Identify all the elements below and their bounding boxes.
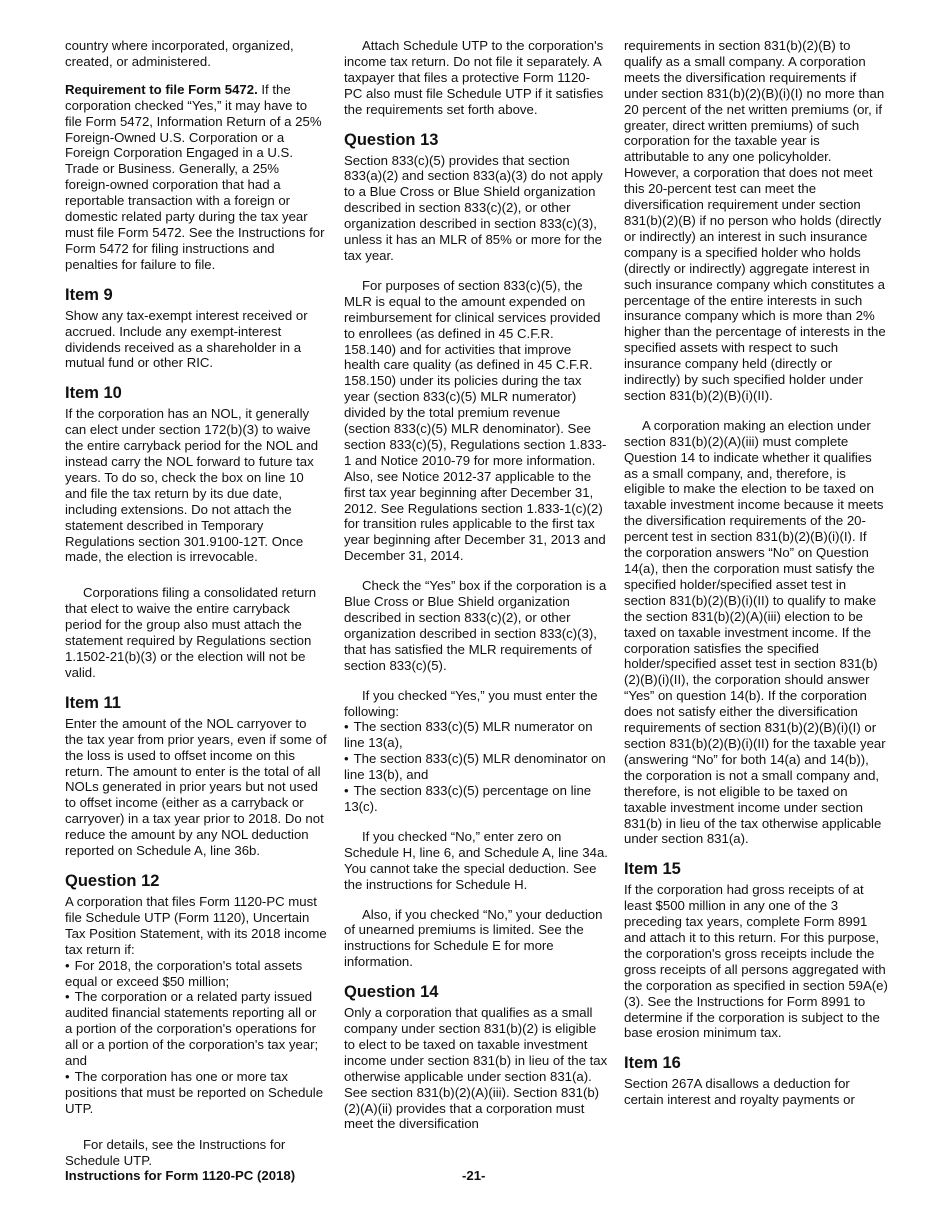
footer-form-title: Instructions for Form 1120-PC (2018) — [65, 1168, 296, 1183]
paragraph: Attach Schedule UTP to the corporation's income tax return. Do not file it separately. A taxpayer that files a protective Form 1120-PC also must file Schedule UTP if it satisfies the requirements set forth above. — [344, 38, 604, 117]
bullet-item: • For 2018, the corporation's total assets equal or exceed $50 million; — [65, 958, 327, 990]
paragraph — [65, 82, 327, 273]
paragraph: A corporation that files Form 1120-PC must file Schedule UTP (Form 1120), Uncertain Tax Position Statement, with its 2018 income tax return if: — [65, 893, 327, 957]
section-heading: Item 10 — [65, 384, 122, 403]
paragraph: If the corporation had gross receipts of at least $500 million in any one of the 3 preceding tax years, complete Form 8991 and attach it to this return. For this purpose, the corporation's gross receipts include the gross receipts of all persons aggregated with the corporation as specified in section 59A(e)(3). See the Instructions for Form 8991 to determine if the corporation is subject to the base erosion minimum tax. — [624, 882, 888, 1041]
paragraph: For purposes of section 833(c)(5), the MLR is equal to the amount expended on reimbursement for clinical services provided to enrollees (as defined in 45 C.F.R. 158.140) and for activities that improve health care quality (as defined in 45 C.F.R. 158.150) under its policies during the tax year (section 833(c)(5) MLR numerator) divided by the total premium revenue (section 833(c)(5) MLR denominator). See section 833(c)(5), Regulations section 1.833-1 and Notice 2010-79 for more information. Also, see Notice 2012-37 applicable to the first tax year beginning after December 31, 2012. See Regulations section 1.833-1(c)(2) for transition rules applicable to the first tax year beginning after December 31, 2013 and December 31, 2014. — [344, 277, 607, 564]
section-heading: Question 13 — [344, 130, 439, 149]
paragraph: A corporation making an election under section 831(b)(2)(A)(iii) must complete Question 14 to indicate whether it qualifies as a small company, and, therefore, is eligible to make the election to be taxed on taxable investment income because it meets the diversification requirements of the 20-percent test in section 831(b)(2)(B)(i)(I). If the corporation answers “No” on Question 14(a), then the corporation must satisfy the specified holder/specified asset test in section 831(b)(2)(B)(i)(II) to qualify to make the section 831(b)(2)(A)(iii) election to be taxed on taxable investment income. If the corporation satisfies the specified holder/specified asset test in section 831(b)(2)(B)(i)(II), the corporation should answer “Yes” on question 14(b). If the corporation does not satisfy either the diversification requirements of section 831(b)(2)(B)(i)(I) or section 831(b)(2)(B)(i)(II) for the taxable year (answering “No” for both 14(a) and 14(b)), the corporation is not a small company and, therefore, is not eligible to be taxed on taxable investment income under section 831(b) in lieu of the tax otherwise applicable under section 831(a). — [624, 417, 886, 847]
paragraph: country where incorporated, organized, created, or administered. — [65, 38, 294, 69]
page-number: -21- — [462, 1168, 486, 1183]
column-2 — [344, 38, 608, 1144]
section-heading: Item 11 — [65, 693, 121, 712]
bullet-item: • The section 833(c)(5) MLR denominator on line 13(b), and — [344, 751, 608, 783]
paragraph: requirements in section 831(b)(2)(B) to qualify as a small company. A corporation meets the diversification requirements if under section 831(b)(2)(B)(i)(I) no more than 20 percent of the net written premiums (or, if greater, direct written premiums) of such corporation for the taxable year is attributable to any one policyholder. However, a corporation that does not meet this 20-percent test can meet the diversification requirement under section 831(b)(2)(B) if no person who holds (directly or indirectly) an interest in such insurance company is a specified holder who holds (directly or indirectly) aggregate interest in such insurance company which constitutes a percentage of the entire interests in such insurance company which is more than 2% higher than the percentage of interests in the specified assets with respect to such insurance company held (directly or indirectly) by such specified holder under section 831(b)(2)(B)(i)(II). — [624, 38, 886, 403]
paragraph: Enter the amount of the NOL carryover to the tax year from prior years, even if some of the loss is used to offset income on this return. The amount to enter is the total of all NOLs generated in prior years but not used to offset income (either as a carryback or carryover) in a tax year prior to 2018. Do not reduce the amount by any NOL deduction reported on Schedule A, line 36b. — [65, 715, 327, 859]
paragraph: Also, if you checked “No,” your deduction of unearned premiums is limited. See the instructions for Schedule E for more information. — [344, 906, 603, 970]
paragraph-text: If the corporation checked “Yes,” it may have to file Form 5472, Information Return of a 25% Foreign-Owned U.S. Corporation or a Foreign Corporation Engaged in a U.S. Trade or Business. Generally, a 25% foreign-owned corporation that had a reportable transaction with a foreign or domestic related party during the tax year must file Form 5472. See the Instructions for Form 5472 for filing instructions and penalties for failure to file. — [65, 81, 325, 272]
section-heading: Item 9 — [65, 285, 113, 304]
paragraph: Corporations filing a consolidated return that elect to waive the entire carryback period for the group also must attach the statement required by Regulations section 1.1502-21(b)(3) or the election will not be valid. — [65, 585, 317, 680]
run-in-heading: Requirement to file Form 5472. — [65, 81, 258, 97]
paragraph: If the corporation has an NOL, it generally can elect under section 172(b)(3) to waive the entire carryback period for the NOL and instead carry the NOL forward to future tax years. To do so, check the box on line 10 and file the tax return by its due date, including extensions. Do not attach the statement described in Temporary Regulations section 301.9100-12T. Once made, the election is irrevocable. — [65, 406, 319, 565]
paragraph: If you checked “Yes,” you must enter the following: — [344, 687, 598, 719]
paragraph: Show any tax-exempt interest received or accrued. Include any exempt-interest dividends received as a shareholder in a mutual fund or other RIC. — [65, 307, 308, 371]
paragraph: Check the “Yes” box if the corporation is a Blue Cross or Blue Shield organization described in section 833(c)(2), or other organization described in section 833(c)(3), that has satisfied the MLR requirements of section 833(c)(5). — [344, 578, 607, 673]
bullet-item: • The corporation or a related party issued audited financial statements reporting all or a portion of the corporation's operations for all or a portion of the corporation's tax year; and — [65, 989, 327, 1069]
column-3 — [624, 38, 888, 1120]
section-heading: Question 12 — [65, 871, 160, 890]
paragraph: For details, see the Instructions for Schedule UTP. — [65, 1136, 286, 1168]
paragraph: Section 267A disallows a deduction for certain interest and royalty payments or — [624, 1076, 855, 1108]
section-heading: Question 14 — [344, 983, 439, 1002]
bullet-item: • The section 833(c)(5) MLR numerator on line 13(a), — [344, 719, 608, 751]
section-heading: Item 16 — [624, 1054, 681, 1073]
bullet-item: • The section 833(c)(5) percentage on line 13(c). — [344, 783, 608, 815]
section-heading: Item 15 — [624, 860, 681, 879]
bullet-item: • The corporation has one or more tax positions that must be reported on Schedule UTP. — [65, 1069, 327, 1117]
paragraph: If you checked “No,” enter zero on Schedule H, line 6, and Schedule A, line 34a. You cannot take the special deduction. See the instructions for Schedule H. — [344, 828, 608, 892]
column-1 — [65, 38, 327, 1180]
paragraph: Section 833(c)(5) provides that section 833(a)(2) and section 833(a)(3) do not apply to a Blue Cross or Blue Shield organization described in section 833(c)(2), or other organization described in section 833(c)(3), unless it has an MLR of 85% or more for the tax year. — [344, 152, 603, 263]
paragraph: Only a corporation that qualifies as a small company under section 831(b)(2) is eligible to elect to be taxed on taxable investment income under section 831(b) in lieu of the tax otherwise applicable under section 831(a). See section 831(b)(2)(A)(iii). Section 831(b)(2)(A)(ii) provides that a corporation must meet the diversification — [344, 1005, 608, 1132]
